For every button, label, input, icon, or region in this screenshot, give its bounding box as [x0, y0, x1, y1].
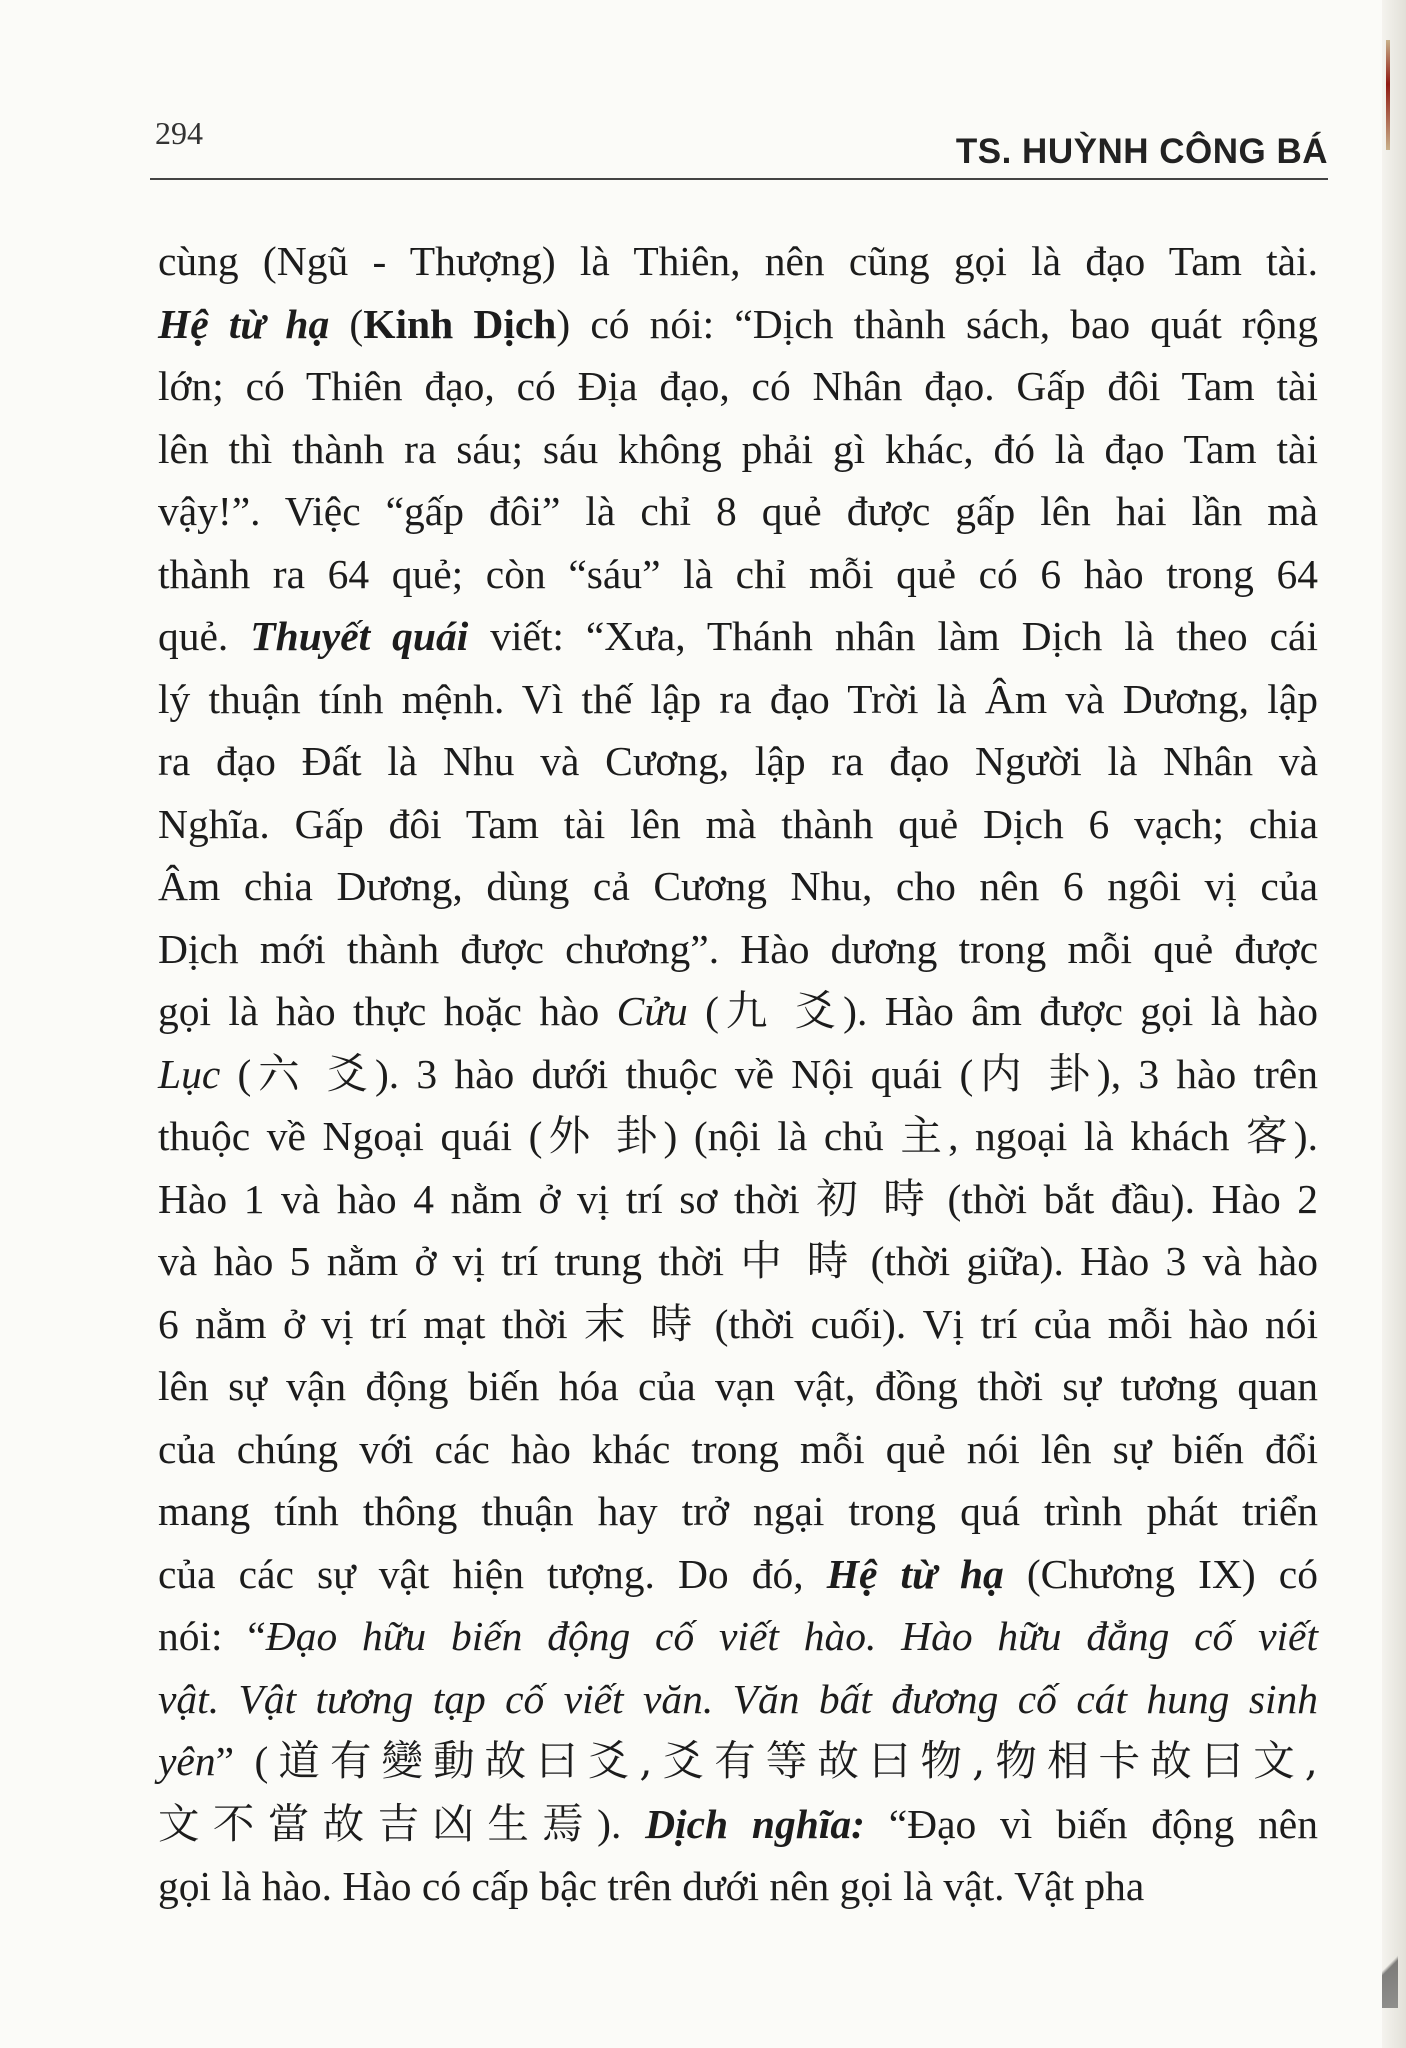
- text-segment: (thời cuối). Vị trí của mỗi hào nói: [698, 1300, 1318, 1347]
- running-header: [150, 110, 1328, 182]
- text-segment: (thời giữa). Hào 3 và hào: [854, 1238, 1318, 1284]
- author-name: TS. HUỲNH CÔNG BÁ: [955, 132, 1328, 171]
- han-characters: 外 卦: [542, 1111, 664, 1160]
- text-line: [158, 293, 1318, 356]
- text-line: [158, 1168, 1318, 1231]
- text-segment: (: [687, 988, 719, 1034]
- bookmark-ribbon: [1386, 40, 1390, 150]
- text-segment: (thời bắt đầu). Hào 2: [930, 1175, 1318, 1222]
- text-segment: vậy!”. Việc “gấp đôi” là chỉ 8 quẻ được gấp lên hai lần mà: [158, 488, 1318, 534]
- text-segment: (Chương IX) có: [1003, 1550, 1318, 1597]
- page-edge: [1382, 0, 1406, 2048]
- text-segment: Đạo hữu biến động cố viết hào. Hào hữu đẳng cố viết: [265, 1613, 1318, 1659]
- text-segment: quẻ.: [158, 613, 251, 659]
- han-characters: 末 時: [583, 1298, 699, 1348]
- text-segment: Dịch nghĩa:: [645, 1800, 865, 1847]
- text-segment: thuộc về Ngoại quái (: [158, 1113, 543, 1159]
- text-segment: Kinh Dịch: [363, 300, 557, 347]
- text-line: [158, 605, 1318, 668]
- text-line: [158, 1230, 1318, 1293]
- han-characters: 主: [900, 1111, 949, 1160]
- body-text: [158, 230, 1318, 1918]
- text-segment: nói: “: [158, 1613, 266, 1659]
- text-segment: Âm chia Dương, dùng cả Cương Nhu, cho nên 6 ngôi vị của: [158, 863, 1318, 909]
- text-line: [158, 1793, 1318, 1856]
- text-segment: Thuyết quái: [250, 613, 469, 659]
- text-segment: lớn; có Thiên đạo, có Địa đạo, có Nhân đạo. Gấp đôi Tam tài: [158, 363, 1318, 409]
- text-segment: Nghĩa. Gấp đôi Tam tài lên mà thành quẻ Dịch 6 vạch; chia: [158, 800, 1318, 847]
- text-segment: ) (nội là chủ: [663, 1113, 901, 1159]
- text-segment: Lục: [158, 1050, 221, 1097]
- page-number: 294: [155, 115, 203, 151]
- text-segment: (: [220, 1050, 252, 1097]
- text-line: [158, 1480, 1318, 1543]
- han-characters: 客: [1246, 1111, 1294, 1160]
- text-segment: viết: “Xưa, Thánh nhân làm Dịch là theo cái: [468, 613, 1318, 659]
- text-line: [158, 1293, 1318, 1356]
- text-line: [158, 1730, 1318, 1793]
- text-segment: lý thuận tính mệnh. Vì thế lập ra đạo Trời là Âm và Dương, lập: [158, 675, 1318, 722]
- text-line: [158, 1105, 1318, 1168]
- text-line: [158, 1418, 1318, 1481]
- text-segment: ra đạo Đất là Nhu và Cương, lập ra đạo Người là Nhân và: [158, 738, 1318, 784]
- text-segment: gọi là hào thực hoặc hào: [158, 988, 617, 1034]
- text-segment: , ngoại là khách: [948, 1113, 1247, 1159]
- han-characters: 文不當故吉凶生焉: [158, 1798, 598, 1848]
- text-segment: ). Hào âm được gọi là hào: [843, 988, 1318, 1034]
- text-line: [158, 355, 1318, 418]
- text-segment: Hệ từ hạ: [158, 300, 330, 347]
- header-rule: [150, 178, 1328, 180]
- han-characters: 内 卦: [973, 1048, 1097, 1098]
- han-characters: 九 爻: [718, 986, 844, 1035]
- text-segment: ), 3 hào trên: [1096, 1050, 1318, 1097]
- text-segment: Hào 1 và hào 4 nằm ở vị trí sơ thời: [158, 1175, 817, 1222]
- text-segment: của chúng với các hào khác trong mỗi quẻ nói lên sự biến đổi: [158, 1425, 1318, 1472]
- han-characters: 六 爻: [251, 1048, 375, 1098]
- text-segment: lên thì thành ra sáu; sáu không phải gì khác, đó là đạo Tam tài: [158, 425, 1318, 472]
- text-segment: ” (: [215, 1738, 269, 1784]
- text-line: [158, 418, 1318, 481]
- text-line: [158, 730, 1318, 793]
- text-segment: (: [329, 300, 364, 347]
- text-line: [158, 855, 1318, 918]
- text-segment: và hào 5 nằm ở vị trí trung thời: [158, 1238, 741, 1284]
- page-corner-shadow: [1382, 1928, 1398, 2008]
- han-characters: 中 時: [740, 1236, 855, 1285]
- text-line: [158, 1043, 1318, 1106]
- text-segment: Hệ từ hạ: [826, 1550, 1004, 1597]
- text-segment: “Đạo vì biến động nên: [864, 1800, 1318, 1847]
- text-segment: gọi là hào. Hào có cấp bậc trên dưới nên gọi là vật. Vật pha: [158, 1863, 1145, 1909]
- text-segment: yên: [158, 1738, 216, 1784]
- text-line: [158, 918, 1318, 981]
- text-segment: thành ra 64 quẻ; còn “sáu” là chỉ mỗi quẻ có 6 hào trong 64: [158, 550, 1318, 597]
- text-line: [158, 793, 1318, 856]
- text-line: [158, 980, 1318, 1043]
- text-line: [158, 543, 1318, 606]
- text-segment: Cửu: [616, 988, 688, 1034]
- text-segment: ).: [1293, 1113, 1318, 1159]
- text-line: [158, 1605, 1318, 1668]
- text-segment: lên sự vận động biến hóa của vạn vật, đồng thời sự tương quan: [158, 1363, 1318, 1409]
- text-line: [158, 1855, 1318, 1918]
- text-segment: mang tính thông thuận hay trở ngại trong quá trình phát triển: [158, 1488, 1318, 1534]
- text-segment: của các sự vật hiện tượng. Do đó,: [158, 1550, 827, 1597]
- han-characters: 道有變動故曰爻,爻有等故曰物,物相卡故曰文,: [268, 1736, 1319, 1785]
- text-line: [158, 1543, 1318, 1606]
- text-segment: vật. Vật tương tạp cố viết văn. Văn bất đương cố cát hung sinh: [158, 1675, 1318, 1722]
- text-segment: Dịch mới thành được chương”. Hào dương trong mỗi quẻ được: [158, 925, 1318, 972]
- text-line: [158, 668, 1318, 731]
- text-segment: ) có nói: “Dịch thành sách, bao quát rộng: [556, 300, 1318, 347]
- han-characters: 初 時: [816, 1173, 931, 1223]
- text-line: [158, 480, 1318, 543]
- text-segment: cùng (Ngũ - Thượng) là Thiên, nên cũng gọi là đạo Tam tài.: [158, 238, 1318, 284]
- text-line: [158, 1355, 1318, 1418]
- text-segment: ). 3 hào dưới thuộc về Nội quái (: [374, 1050, 974, 1097]
- text-line: [158, 230, 1318, 293]
- text-segment: ).: [597, 1800, 646, 1847]
- text-segment: 6 nằm ở vị trí mạt thời: [158, 1300, 584, 1347]
- text-line: [158, 1668, 1318, 1731]
